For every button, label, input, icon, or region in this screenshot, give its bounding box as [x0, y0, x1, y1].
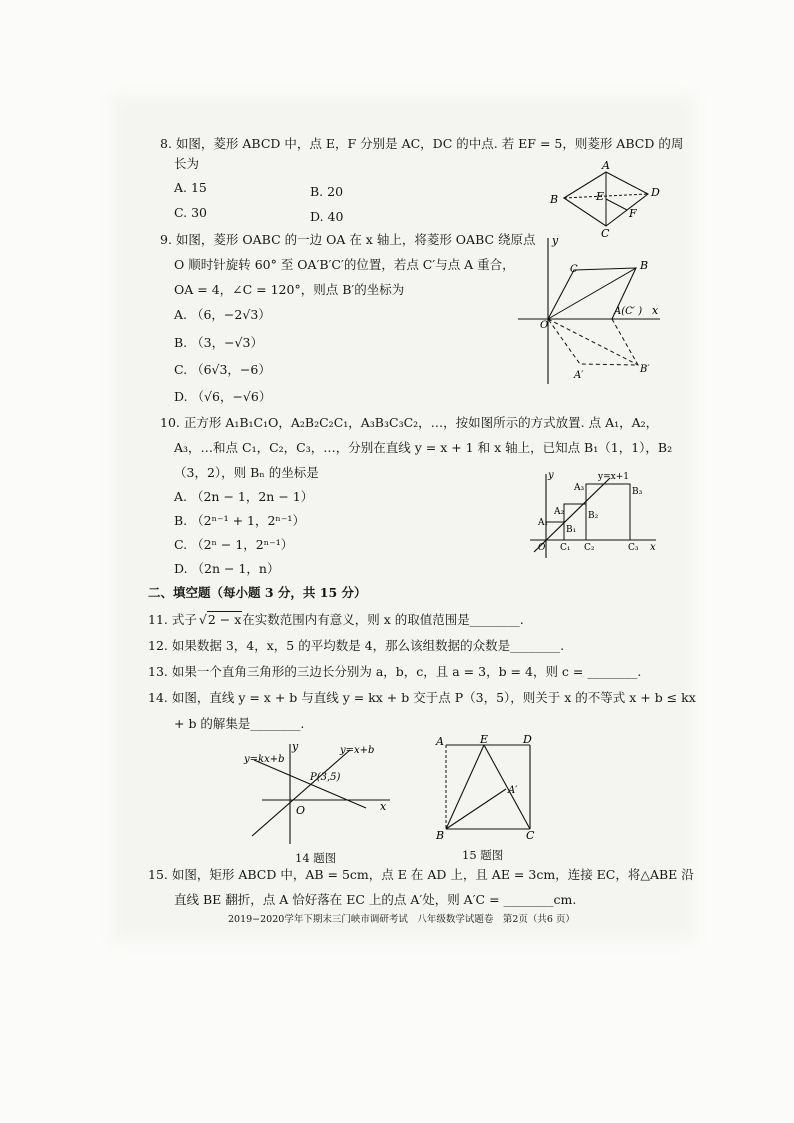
q9-option-b: B. （3，−√3） — [174, 335, 263, 350]
q10-squares-figure — [524, 470, 660, 560]
q14-axis-x: x — [380, 800, 387, 813]
q15-figure-caption: 15 题图 — [462, 848, 504, 862]
q10-label-b2: B₂ — [588, 511, 599, 521]
q9-line3: OA = 4，∠C = 120°，则点 B′的坐标为 — [174, 282, 405, 297]
q8-rhombus-figure — [540, 160, 670, 240]
q10-label-c3: C₃ — [628, 543, 639, 553]
q8-label-d: D — [651, 186, 660, 199]
section-fill-blank-title: 二、填空题（每小题 3 分，共 15 分） — [148, 585, 367, 600]
q11-radicand: 2 − x — [207, 612, 242, 627]
q9-option-d: D. （√6，−√6） — [174, 389, 272, 404]
q10-label-b1: B₁ — [566, 525, 577, 535]
q10-line3: （3，2），则 Bₙ 的坐标是 — [174, 465, 319, 480]
q15-label-a-prime: A′ — [508, 785, 518, 796]
q9-option-c: C. （6√3，−6） — [174, 362, 271, 377]
q12-line: 12. 如果数据 3，4，x，5 的平均数是 4，那么该组数据的众数是________. — [148, 638, 565, 653]
q10-label-a1: A₁ — [538, 518, 549, 528]
q8-label-e: E — [596, 190, 605, 203]
q15-label-c: C — [526, 829, 535, 842]
q10-axis-y: y — [548, 470, 554, 481]
q8-line2: 长为 — [174, 156, 200, 171]
q9-axis-y: y — [552, 234, 559, 247]
q9-label-b: B — [640, 259, 649, 272]
q8-label-b: B — [550, 193, 559, 206]
q8-option-a: A. 15 — [174, 180, 207, 195]
q8-label-a: A — [602, 159, 610, 172]
q15-line2: 直线 BE 翻折，点 A 恰好落在 EC 上的点 A′处，则 A′C = ________cm. — [174, 892, 577, 907]
q8-option-b: B. 20 — [310, 184, 344, 199]
q14-line1: 14. 如图，直线 y = x + b 与直线 y = kx + b 交于点 P（3，5），则关于 x 的不等式 x + b ≤ kx — [148, 690, 696, 705]
q13-line: 13. 如果一个直角三角形的三边长分别为 a，b，c，且 a = 3，b = 4，则 c = ________. — [148, 664, 642, 679]
q9-rotation-figure — [510, 232, 670, 392]
q8-line1: 8. 如图，菱形 ABCD 中，点 E，F 分别是 AC，DC 的中点. 若 EF = 5，则菱形 ABCD 的周 — [160, 136, 684, 151]
q9-label-a-prime: A′ — [574, 370, 584, 381]
q10-label-a2: A₂ — [554, 507, 565, 517]
q14-label-p: P(3,5) — [310, 772, 341, 783]
q9-axis-x: x — [652, 304, 659, 317]
q10-label-o: O — [538, 543, 546, 553]
q14-label-o: O — [296, 804, 306, 817]
q10-line2: A₃，…和点 C₁，C₂，C₃，…，分别在直线 y = x + 1 和 x 轴上，已知点 B₁（1，1），B₂ — [174, 440, 673, 455]
q11-suffix: 在实数范围内有意义，则 x 的取值范围是________. — [242, 612, 524, 627]
q11-prefix: 11. 式子 — [148, 612, 197, 627]
q15-label-e: E — [480, 733, 489, 746]
q9-label-c: C — [570, 264, 578, 275]
q10-axis-x: x — [650, 542, 656, 553]
q10-line1: 10. 正方形 A₁B₁C₁O，A₂B₂C₂C₁，A₃B₃C₃C₂，…，按如图所示的方式放置. 点 A₁，A₂， — [160, 415, 659, 430]
q9-line1: 9. 如图，菱形 OABC 的一边 OA 在 x 轴上，将菱形 OABC 绕原点 — [160, 232, 536, 247]
q15-line1: 15. 如图，矩形 ABCD 中，AB = 5cm，点 E 在 AD 上，且 AE = 3cm，连接 EC，将△ABE 沿 — [148, 867, 694, 882]
q10-option-c: C. （2ⁿ − 1，2ⁿ⁻¹） — [174, 537, 294, 552]
q14-line2: + b 的解集是________. — [174, 716, 305, 731]
q10-option-d: D. （2n − 1，n） — [174, 561, 280, 576]
q9-label-b-prime: B′ — [640, 364, 650, 375]
q8-label-f: F — [629, 207, 637, 220]
q9-label-a-c: A(C′ ) — [614, 306, 643, 317]
q8-option-c: C. 30 — [174, 205, 207, 220]
q14-label-x-line: y=x+b — [340, 745, 375, 756]
q14-label-kx-line: y=kx+b — [244, 754, 285, 765]
q15-label-b: B — [436, 829, 445, 842]
q14-lines-figure — [240, 740, 390, 850]
q11-line — [148, 612, 524, 628]
q8-label-c: C — [601, 227, 610, 240]
q10-option-b: B. （2ⁿ⁻¹ + 1，2ⁿ⁻¹） — [174, 513, 305, 528]
q14-axis-y: y — [292, 740, 299, 753]
q11-radical — [197, 612, 242, 628]
q10-line-label: y=x+1 — [598, 472, 629, 482]
q9-option-a: A. （6，−2√3） — [174, 307, 271, 322]
q15-label-a: A — [436, 735, 444, 748]
q15-label-d: D — [523, 733, 532, 746]
q14-figure-caption: 14 题图 — [295, 851, 337, 865]
q15-rectangle-figure — [430, 735, 550, 845]
q8-option-d: D. 40 — [310, 209, 344, 224]
page-footer: 2019−2020学年下期末三门峡市调研考试 八年级数学试题卷 第2页（共6 页） — [228, 914, 575, 925]
q10-option-a: A. （2n − 1，2n − 1） — [174, 489, 314, 504]
sqrt-sign-icon: √ — [198, 612, 207, 627]
q10-label-c2: C₂ — [584, 543, 595, 553]
q9-label-o: O — [540, 320, 549, 331]
q9-line2: O 顺时针旋转 60° 至 OA′B′C′的位置，若点 C′与点 A 重合， — [174, 257, 515, 272]
q10-label-c1: C₁ — [560, 543, 571, 553]
q10-label-b3: B₃ — [632, 487, 643, 497]
q10-label-a3: A₃ — [574, 483, 585, 493]
